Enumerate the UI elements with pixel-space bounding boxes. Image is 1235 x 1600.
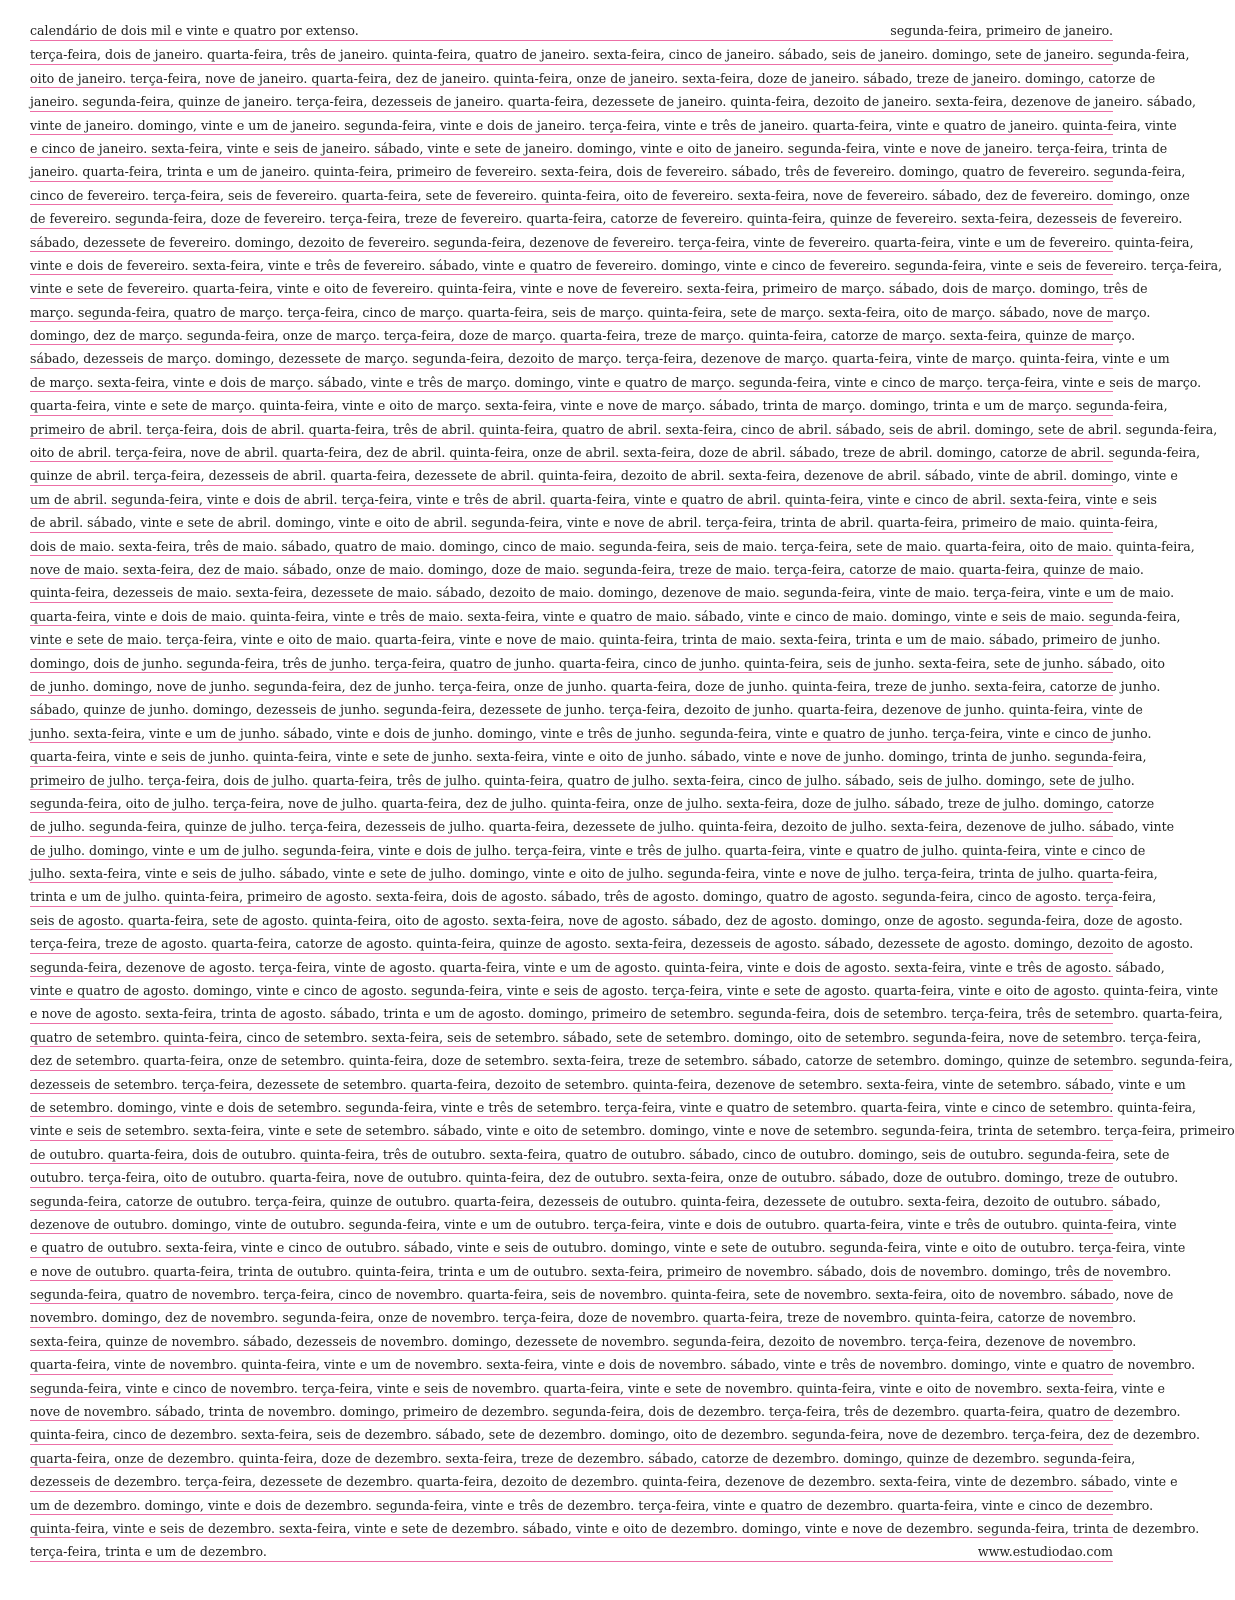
calendar-text-line: março. segunda-feira, quatro de março. terça-feira, cinco de março. quarta-feira, seis de março. quinta-feira, sete de março. sexta-feira, oito de março. sábado, nove de março.	[30, 299, 1113, 322]
calendar-text-line: dois de maio. sexta-feira, três de maio. sábado, quatro de maio. domingo, cinco de maio. segunda-feira, seis de maio. terça-feira, sete de maio. quarta-feira, oito de maio. quinta-feira,	[30, 533, 1113, 556]
calendar-text-line: cinco de fevereiro. terça-feira, seis de fevereiro. quarta-feira, sete de fevereiro. quinta-feira, oito de fevereiro. sexta-feira, nove de fevereiro. sábado, dez de fevereiro. domingo, onze	[30, 182, 1113, 205]
footer-line	[30, 1538, 1113, 1561]
calendar-text-line: quarta-feira, vinte de novembro. quinta-feira, vinte e um de novembro. sexta-feira, vinte e dois de novembro. sábado, vinte e três de novembro. domingo, vinte e quatro de novembro.	[30, 1351, 1113, 1374]
calendar-text-line: dez de setembro. quarta-feira, onze de setembro. quinta-feira, doze de setembro. sexta-feira, treze de setembro. sábado, catorze de setembro. domingo, quinze de setembro. segunda-feira,	[30, 1047, 1113, 1070]
calendar-text-line: quinze de abril. terça-feira, dezesseis de abril. quarta-feira, dezessete de abril. quinta-feira, dezoito de abril. sexta-feira, dezenove de abril. sábado, vinte de abril. domingo, vinte e	[30, 462, 1113, 485]
calendar-text-line: dezenove de outubro. domingo, vinte de outubro. segunda-feira, vinte e um de outubro. terça-feira, vinte e dois de outubro. quarta-feira, vinte e três de outubro. quinta-feira, vinte	[30, 1211, 1113, 1234]
calendar-text-line: de junho. domingo, nove de junho. segunda-feira, dez de junho. terça-feira, onze de junho. quarta-feira, doze de junho. quinta-feira, treze de junho. sexta-feira, catorze de junho.	[30, 673, 1113, 696]
calendar-text-line: e cinco de janeiro. sexta-feira, vinte e seis de janeiro. sábado, vinte e sete de janeiro. domingo, vinte e oito de janeiro. segunda-feira, vinte e nove de janeiro. terça-feira, trinta de	[30, 135, 1113, 158]
calendar-text-line: um de dezembro. domingo, vinte e dois de dezembro. segunda-feira, vinte e três de dezembro. terça-feira, vinte e quatro de dezembro. quarta-feira, vinte e cinco de dezembro.	[30, 1492, 1113, 1515]
calendar-text-line: seis de agosto. quarta-feira, sete de agosto. quinta-feira, oito de agosto. sexta-feira, nove de agosto. sábado, dez de agosto. domingo, onze de agosto. segunda-feira, doze de agosto.	[30, 907, 1113, 930]
calendar-text-line: oito de janeiro. terça-feira, nove de janeiro. quarta-feira, dez de janeiro. quinta-feira, onze de janeiro. sexta-feira, doze de janeiro. sábado, treze de janeiro. domingo, catorze de	[30, 65, 1113, 88]
calendar-text-line: oito de abril. terça-feira, nove de abril. quarta-feira, dez de abril. quinta-feira, onze de abril. sexta-feira, doze de abril. sábado, treze de abril. domingo, catorze de abril. segunda-feira,	[30, 439, 1113, 462]
last-day-entry: terça-feira, trinta e um de dezembro.	[30, 1543, 267, 1559]
calendar-text-body	[30, 41, 1235, 1538]
calendar-text-line: vinte de janeiro. domingo, vinte e um de janeiro. segunda-feira, vinte e dois de janeiro. terça-feira, vinte e três de janeiro. quarta-feira, vinte e quatro de janeiro. quinta-feira, vinte	[30, 112, 1113, 135]
text-sheet	[30, 18, 1235, 1575]
calendar-text-line: vinte e sete de maio. terça-feira, vinte e oito de maio. quarta-feira, vinte e nove de maio. quinta-feira, trinta de maio. sexta-feira, trinta e um de maio. sábado, primeiro de junho.	[30, 626, 1113, 649]
calendar-text-line: segunda-feira, quatro de novembro. terça-feira, cinco de novembro. quarta-feira, seis de novembro. quinta-feira, sete de novembro. sexta-feira, oito de novembro. sábado, nove de	[30, 1281, 1113, 1304]
calendar-text-line: vinte e sete de fevereiro. quarta-feira, vinte e oito de fevereiro. quinta-feira, vinte e nove de fevereiro. sexta-feira, primeiro de março. sábado, dois de março. domingo, três de	[30, 275, 1113, 298]
calendar-text-line: um de abril. segunda-feira, vinte e dois de abril. terça-feira, vinte e três de abril. quarta-feira, vinte e quatro de abril. quinta-feira, vinte e cinco de abril. sexta-feira, vinte e seis	[30, 486, 1113, 509]
calendar-text-line: quinta-feira, cinco de dezembro. sexta-feira, seis de dezembro. sábado, sete de dezembro. domingo, oito de dezembro. segunda-feira, nove de dezembro. terça-feira, dez de dezembro.	[30, 1421, 1113, 1444]
calendar-text-line: nove de maio. sexta-feira, dez de maio. sábado, onze de maio. domingo, doze de maio. segunda-feira, treze de maio. terça-feira, catorze de maio. quarta-feira, quinze de maio.	[30, 556, 1113, 579]
calendar-text-line: novembro. domingo, dez de novembro. segunda-feira, onze de novembro. terça-feira, doze de novembro. quarta-feira, treze de novembro. quinta-feira, catorze de novembro.	[30, 1304, 1113, 1327]
calendar-text-line: quatro de setembro. quinta-feira, cinco de setembro. sexta-feira, seis de setembro. sábado, sete de setembro. domingo, oito de setembro. segunda-feira, nove de setembro. terça-feira,	[30, 1024, 1113, 1047]
calendar-text-line: sábado, dezessete de fevereiro. domingo, dezoito de fevereiro. segunda-feira, dezenove de fevereiro. terça-feira, vinte de fevereiro. quarta-feira, vinte e um de fevereiro. quinta-feira,	[30, 229, 1113, 252]
calendar-text-line: primeiro de abril. terça-feira, dois de abril. quarta-feira, três de abril. quinta-feira, quatro de abril. sexta-feira, cinco de abril. sábado, seis de abril. domingo, sete de abril. segunda-feira,	[30, 416, 1113, 439]
calendar-text-line: e quatro de outubro. sexta-feira, vinte e cinco de outubro. sábado, vinte e seis de outubro. domingo, vinte e sete de outubro. segunda-feira, vinte e oito de outubro. terça-feira, vinte	[30, 1234, 1113, 1257]
calendar-text-line: segunda-feira, dezenove de agosto. terça-feira, vinte de agosto. quarta-feira, vinte e um de agosto. quinta-feira, vinte e dois de agosto. sexta-feira, vinte e três de agosto. sábado,	[30, 954, 1113, 977]
calendar-text-line: quarta-feira, vinte e dois de maio. quinta-feira, vinte e três de maio. sexta-feira, vinte e quatro de maio. sábado, vinte e cinco de maio. domingo, vinte e seis de maio. segunda-feira,	[30, 603, 1113, 626]
calendar-text-line: dezesseis de dezembro. terça-feira, dezessete de dezembro. quarta-feira, dezoito de dezembro. quinta-feira, dezenove de dezembro. sexta-feira, vinte de dezembro. sábado, vinte e	[30, 1468, 1113, 1491]
calendar-text-line: de julho. segunda-feira, quinze de julho. terça-feira, dezesseis de julho. quarta-feira, dezessete de julho. quinta-feira, dezoito de julho. sexta-feira, dezenove de julho. sábado, vinte	[30, 813, 1113, 836]
calendar-text-line: nove de novembro. sábado, trinta de novembro. domingo, primeiro de dezembro. segunda-feira, dois de dezembro. terça-feira, três de dezembro. quarta-feira, quatro de dezembro.	[30, 1398, 1113, 1421]
calendar-text-line: primeiro de julho. terça-feira, dois de julho. quarta-feira, três de julho. quinta-feira, quatro de julho. sexta-feira, cinco de julho. sábado, seis de julho. domingo, sete de julho.	[30, 767, 1113, 790]
calendar-text-line: segunda-feira, oito de julho. terça-feira, nove de julho. quarta-feira, dez de julho. quinta-feira, onze de julho. sexta-feira, doze de julho. sábado, treze de julho. domingo, catorze	[30, 790, 1113, 813]
calendar-title: calendário de dois mil e vinte e quatro por extenso.	[30, 23, 359, 39]
calendar-text-line: domingo, dois de junho. segunda-feira, três de junho. terça-feira, quatro de junho. quarta-feira, cinco de junho. quinta-feira, seis de junho. sexta-feira, sete de junho. sábado, oito	[30, 650, 1113, 673]
calendar-text-line: quarta-feira, vinte e seis de junho. quinta-feira, vinte e sete de junho. sexta-feira, vinte e oito de junho. sábado, vinte e nove de junho. domingo, trinta de junho. segunda-feira,	[30, 743, 1113, 766]
calendar-text-line: janeiro. quarta-feira, trinta e um de janeiro. quinta-feira, primeiro de fevereiro. sexta-feira, dois de fevereiro. sábado, três de fevereiro. domingo, quatro de fevereiro. segunda-feira,	[30, 158, 1113, 181]
calendar-text-line: vinte e quatro de agosto. domingo, vinte e cinco de agosto. segunda-feira, vinte e seis de agosto. terça-feira, vinte e sete de agosto. quarta-feira, vinte e oito de agosto. quinta-feira, vinte	[30, 977, 1113, 1000]
calendar-text-line: julho. sexta-feira, vinte e seis de julho. sábado, vinte e sete de julho. domingo, vinte e oito de julho. segunda-feira, vinte e nove de julho. terça-feira, trinta de julho. quarta-feira,	[30, 860, 1113, 883]
calendar-text-line: e nove de outubro. quarta-feira, trinta de outubro. quinta-feira, trinta e um de outubro. sexta-feira, primeiro de novembro. sábado, dois de novembro. domingo, três de novembro.	[30, 1258, 1113, 1281]
calendar-text-line: quarta-feira, onze de dezembro. quinta-feira, doze de dezembro. sexta-feira, treze de dezembro. sábado, catorze de dezembro. domingo, quinze de dezembro. segunda-feira,	[30, 1445, 1113, 1468]
calendar-text-line: terça-feira, treze de agosto. quarta-feira, catorze de agosto. quinta-feira, quinze de agosto. sexta-feira, dezesseis de agosto. sábado, dezessete de agosto. domingo, dezoito de agosto.	[30, 930, 1113, 953]
calendar-text-line: quinta-feira, vinte e seis de dezembro. sexta-feira, vinte e sete de dezembro. sábado, vinte e oito de dezembro. domingo, vinte e nove de dezembro. segunda-feira, trinta de dezembro.	[30, 1515, 1113, 1538]
calendar-text-line: e nove de agosto. sexta-feira, trinta de agosto. sábado, trinta e um de agosto. domingo, primeiro de setembro. segunda-feira, dois de setembro. terça-feira, três de setembro. quarta-feira,	[30, 1000, 1113, 1023]
header-line	[30, 18, 1113, 41]
calendar-text-line: de fevereiro. segunda-feira, doze de fevereiro. terça-feira, treze de fevereiro. quarta-feira, catorze de fevereiro. quinta-feira, quinze de fevereiro. sexta-feira, dezesseis de fevereiro.	[30, 205, 1113, 228]
calendar-text-line: segunda-feira, catorze de outubro. terça-feira, quinze de outubro. quarta-feira, dezesseis de outubro. quinta-feira, dezessete de outubro. sexta-feira, dezoito de outubro. sábado,	[30, 1188, 1113, 1211]
calendar-text-line: sábado, dezesseis de março. domingo, dezessete de março. segunda-feira, dezoito de março. terça-feira, dezenove de março. quarta-feira, vinte de março. quinta-feira, vinte e um	[30, 345, 1113, 368]
calendar-text-line: de julho. domingo, vinte e um de julho. segunda-feira, vinte e dois de julho. terça-feira, vinte e três de julho. quarta-feira, vinte e quatro de julho. quinta-feira, vinte e cinco de	[30, 837, 1113, 860]
calendar-text-line: domingo, dez de março. segunda-feira, onze de março. terça-feira, doze de março. quarta-feira, treze de março. quinta-feira, catorze de março. sexta-feira, quinze de março.	[30, 322, 1113, 345]
calendar-text-line: vinte e seis de setembro. sexta-feira, vinte e sete de setembro. sábado, vinte e oito de setembro. domingo, vinte e nove de setembro. segunda-feira, trinta de setembro. terça-feira, primeiro	[30, 1117, 1113, 1140]
calendar-text-line: quinta-feira, dezesseis de maio. sexta-feira, dezessete de maio. sábado, dezoito de maio. domingo, dezenove de maio. segunda-feira, vinte de maio. terça-feira, vinte e um de maio.	[30, 579, 1113, 602]
calendar-text-line: segunda-feira, vinte e cinco de novembro. terça-feira, vinte e seis de novembro. quarta-feira, vinte e sete de novembro. quinta-feira, vinte e oito de novembro. sexta-feira, vinte e	[30, 1375, 1113, 1398]
calendar-text-line: de setembro. domingo, vinte e dois de setembro. segunda-feira, vinte e três de setembro. terça-feira, vinte e quatro de setembro. quarta-feira, vinte e cinco de setembro. quinta-feira,	[30, 1094, 1113, 1117]
website-link[interactable]: www.estudiodao.com	[977, 1543, 1113, 1559]
calendar-text-line: dezesseis de setembro. terça-feira, dezessete de setembro. quarta-feira, dezoito de setembro. quinta-feira, dezenove de setembro. sexta-feira, vinte de setembro. sábado, vinte e um	[30, 1071, 1113, 1094]
calendar-text-line: de março. sexta-feira, vinte e dois de março. sábado, vinte e três de março. domingo, vinte e quatro de março. segunda-feira, vinte e cinco de março. terça-feira, vinte e seis de março.	[30, 369, 1113, 392]
calendar-text-line: outubro. terça-feira, oito de outubro. quarta-feira, nove de outubro. quinta-feira, dez de outubro. sexta-feira, onze de outubro. sábado, doze de outubro. domingo, treze de outubro.	[30, 1164, 1113, 1187]
calendar-text-line: trinta e um de julho. quinta-feira, primeiro de agosto. sexta-feira, dois de agosto. sábado, três de agosto. domingo, quatro de agosto. segunda-feira, cinco de agosto. terça-feira,	[30, 883, 1113, 906]
calendar-text-line: quarta-feira, vinte e sete de março. quinta-feira, vinte e oito de março. sexta-feira, vinte e nove de março. sábado, trinta de março. domingo, trinta e um de março. segunda-feira,	[30, 392, 1113, 415]
calendar-text-line: de outubro. quarta-feira, dois de outubro. quinta-feira, três de outubro. sexta-feira, quatro de outubro. sábado, cinco de outubro. domingo, seis de outubro. segunda-feira, sete de	[30, 1141, 1113, 1164]
calendar-text-line: de abril. sábado, vinte e sete de abril. domingo, vinte e oito de abril. segunda-feira, vinte e nove de abril. terça-feira, trinta de abril. quarta-feira, primeiro de maio. quinta-feira,	[30, 509, 1113, 532]
calendar-text-line: vinte e dois de fevereiro. sexta-feira, vinte e três de fevereiro. sábado, vinte e quatro de fevereiro. domingo, vinte e cinco de fevereiro. segunda-feira, vinte e seis de fevereiro. terça-feira,	[30, 252, 1113, 275]
calendar-text-line: sábado, quinze de junho. domingo, dezesseis de junho. segunda-feira, dezessete de junho. terça-feira, dezoito de junho. quarta-feira, dezenove de junho. quinta-feira, vinte de	[30, 696, 1113, 719]
calendar-text-line: terça-feira, dois de janeiro. quarta-feira, três de janeiro. quinta-feira, quatro de janeiro. sexta-feira, cinco de janeiro. sábado, seis de janeiro. domingo, sete de janeiro. segunda-feira,	[30, 41, 1113, 64]
first-day-entry: segunda-feira, primeiro de janeiro.	[890, 23, 1113, 39]
calendar-text-line: janeiro. segunda-feira, quinze de janeiro. terça-feira, dezesseis de janeiro. quarta-feira, dezessete de janeiro. quinta-feira, dezoito de janeiro. sexta-feira, dezenove de janeiro. sábado,	[30, 88, 1113, 111]
calendar-text-line: sexta-feira, quinze de novembro. sábado, dezesseis de novembro. domingo, dezessete de novembro. segunda-feira, dezoito de novembro. terça-feira, dezenove de novembro.	[30, 1328, 1113, 1351]
calendar-text-line: junho. sexta-feira, vinte e um de junho. sábado, vinte e dois de junho. domingo, vinte e três de junho. segunda-feira, vinte e quatro de junho. terça-feira, vinte e cinco de junho.	[30, 720, 1113, 743]
